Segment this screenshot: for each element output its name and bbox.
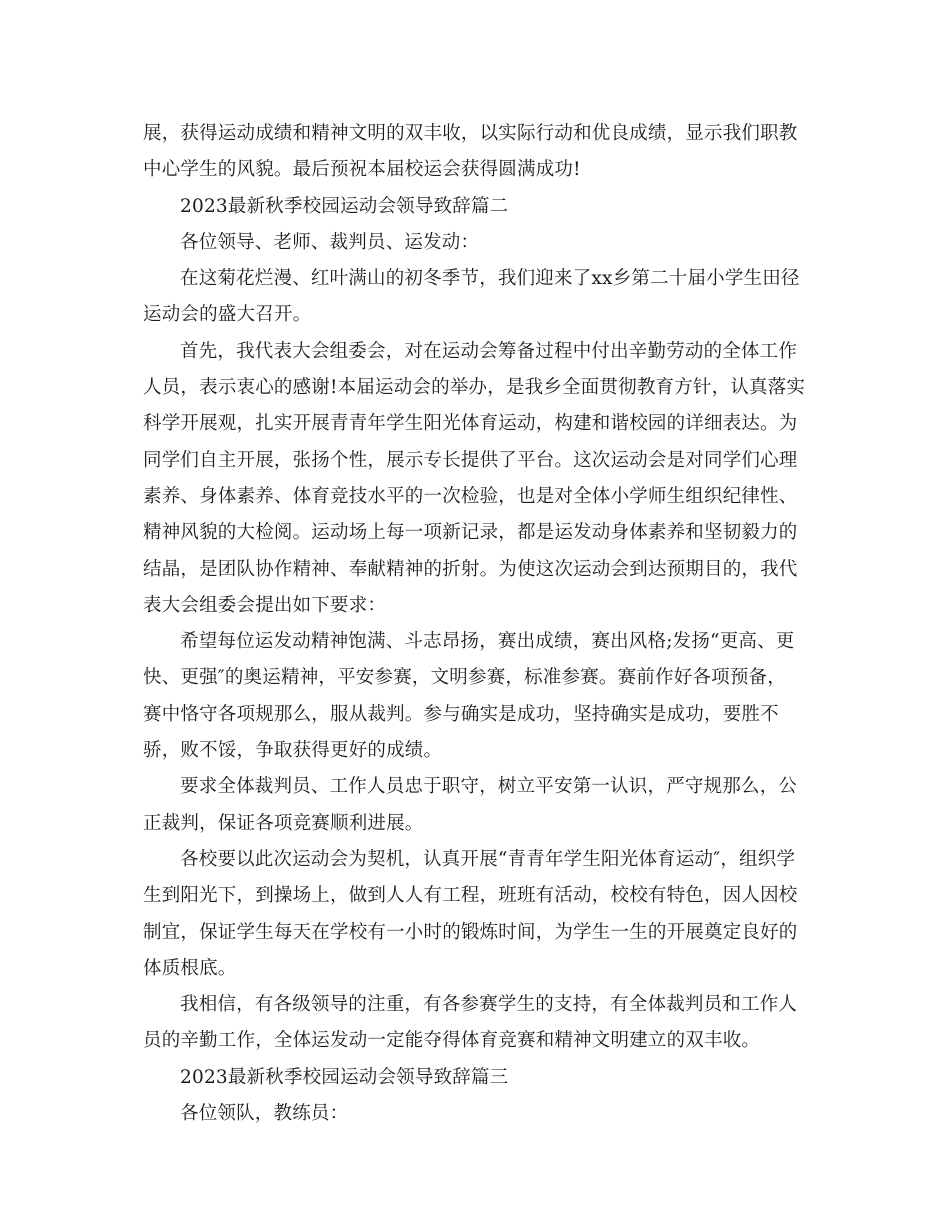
text-line: 2023最新秋季校园运动会领导致辞篇三 (180, 1066, 509, 1088)
text-line: 同学们自主开展，张扬个性，展示专长提供了平台。这次运动会是对同学们心理 (143, 449, 798, 471)
text-line: 正裁判，保证各项竞赛顺利进展。 (143, 812, 424, 834)
text-line: 骄，败不馁，争取获得更好的成绩。 (143, 740, 443, 762)
text-line: 结晶，是团队协作精神、奉献精神的折射。为使这次运动会到达预期目的，我代 (143, 558, 798, 580)
text-line: 制宜，保证学生每天在学校有一小时的锻炼时间，为学生一生的开展奠定良好的 (143, 921, 798, 943)
text-line: 精神风貌的大检阅。运动场上每一项新记录，都是运发动身体素养和坚韧毅力的 (143, 522, 798, 544)
text-line: 各位领导、老师、裁判员、运发动： (180, 231, 480, 253)
text-line: 人员，表示衷心的感谢!本届运动会的举办，是我乡全面贯彻教育方针，认真落实 (143, 377, 806, 399)
text-line: 希望每位运发动精神饱满、斗志昂扬，赛出成绩，赛出风格;发扬“更高、更 (180, 631, 795, 653)
text-line: 各校要以此次运动会为契机，认真开展“青青年学生阳光体育运动″，组织学 (180, 848, 796, 870)
text-line: 各位领队，教练员： (180, 1103, 349, 1125)
text-line: 表大会组委会提出如下要求： (143, 594, 387, 616)
text-line: 首先，我代表大会组委会，对在运动会筹备过程中付出辛勤劳动的全体工作 (180, 340, 798, 362)
text-line: 我相信，有各级领导的注重，有各参赛学生的支持，有全体裁判员和工作人 (180, 994, 798, 1016)
document-body (143, 116, 806, 1132)
text-line: 要求全体裁判员、工作人员忠于职守，树立平安第一认识，严守规那么，公 (180, 776, 798, 798)
text-line: 生到阳光下，到操场上，做到人人有工程，班班有活动，校校有特色，因人因校 (143, 885, 798, 907)
text-line: 赛中恪守各项规那么，服从裁判。参与确实是成功，坚持确实是成功，要胜不 (143, 703, 779, 725)
text-line: 在这菊花烂漫、红叶满山的初冬季节，我们迎来了xx乡第二十届小学生田径 (180, 268, 800, 290)
text-line: 运动会的盛大召开。 (143, 304, 312, 326)
text-line: 员的辛勤工作，全体运发动一定能夺得体育竞赛和精神文明建立的双丰收。 (143, 1030, 761, 1052)
text-line: 中心学生的风貌。最后预祝本届校运会获得圆满成功! (143, 159, 581, 181)
text-line: 体质根底。 (143, 957, 237, 979)
text-line: 2023最新秋季校园运动会领导致辞篇二 (180, 195, 509, 217)
text-line: 展，获得运动成绩和精神文明的双丰收，以实际行动和优良成绩，显示我们职教 (143, 123, 798, 144)
text-line: 素养、身体素养、体育竞技水平的一次检验，也是对全体小学师生组织纪律性、 (143, 485, 798, 507)
text-line: 快、更强″的奥运精神，平安参赛，文明参赛，标准参赛。赛前作好各项预备， (143, 667, 786, 689)
text-line: 科学开展观，扎实开展青青年学生阳光体育运动，构建和谐校园的详细表达。为 (143, 413, 798, 435)
